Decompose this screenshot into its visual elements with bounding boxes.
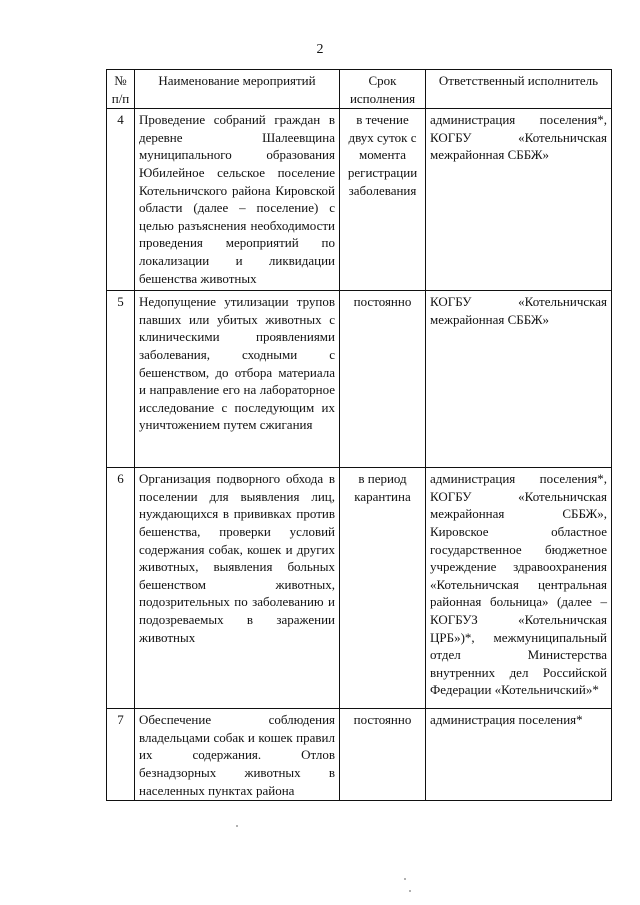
table-row xyxy=(107,291,612,468)
scan-speck xyxy=(404,878,406,880)
row-number: 6 xyxy=(107,468,135,709)
row-event: Недопущение утилизации трупов павших или убитых животных с клиническими проявлениями заболевания, сходными с бешенством, до отбора материала и направление его на лабораторное исследование с последующим их уничтожением путем сжигания xyxy=(135,291,340,468)
table-row xyxy=(107,109,612,291)
header-deadline: Срок исполнения xyxy=(340,70,426,109)
table-row xyxy=(107,709,612,801)
row-number: 4 xyxy=(107,109,135,291)
row-responsible: администрация поселения* xyxy=(426,709,612,801)
row-event: Проведение собраний граждан в деревне Шалеевщина муниципального образования Юбилейное сельское поселение Котельничского района Кировской области (далее – поселение) с целью разъяснения необходимости проведения мероприятий по локализации и ликвидации бешенства животных xyxy=(135,109,340,291)
row-deadline: постоянно xyxy=(340,709,426,801)
header-responsible: Ответственный исполнитель xyxy=(426,70,612,109)
table-row xyxy=(107,468,612,709)
page-number: 2 xyxy=(316,42,324,57)
row-responsible: администрация поселения*, КОГБУ «Котельничская межрайонная СББЖ» xyxy=(426,109,612,291)
row-event: Обеспечение соблюдения владельцами собак и кошек правил их содержания. Отлов безнадзорных животных в населенных пунктах района xyxy=(135,709,340,801)
row-responsible: администрация поселения*, КОГБУ «Котельничская межрайонная СББЖ», Кировское областное государственное бюджетное учреждение здравоохранения «Котельничская центральная районная больница» (далее – КОГБУЗ «Котельничская ЦРБ»)*, межмуниципальный отдел Министерства внутренних дел Российской Федерации «Котельничский»* xyxy=(426,468,612,709)
measures-table xyxy=(106,69,612,801)
row-event: Организация подворного обхода в поселении для выявления лиц, нуждающихся в прививках против бешенства, проверки условий содержания собак, кошек и других животных, выявления больных бешенством животных, подозрительных по заболеванию и подозреваемых в заражении животных xyxy=(135,468,340,709)
row-number: 5 xyxy=(107,291,135,468)
header-event: Наименование мероприятий xyxy=(135,70,340,109)
row-deadline: постоянно xyxy=(340,291,426,468)
scan-speck xyxy=(409,890,411,892)
scan-speck xyxy=(236,825,238,827)
header-num: № п/п xyxy=(107,70,135,109)
row-responsible: КОГБУ «Котельничская межрайонная СББЖ» xyxy=(426,291,612,468)
table-header-row xyxy=(107,70,612,109)
row-deadline: в течение двух суток с момента регистрации заболевания xyxy=(340,109,426,291)
row-deadline: в период карантина xyxy=(340,468,426,709)
row-number: 7 xyxy=(107,709,135,801)
